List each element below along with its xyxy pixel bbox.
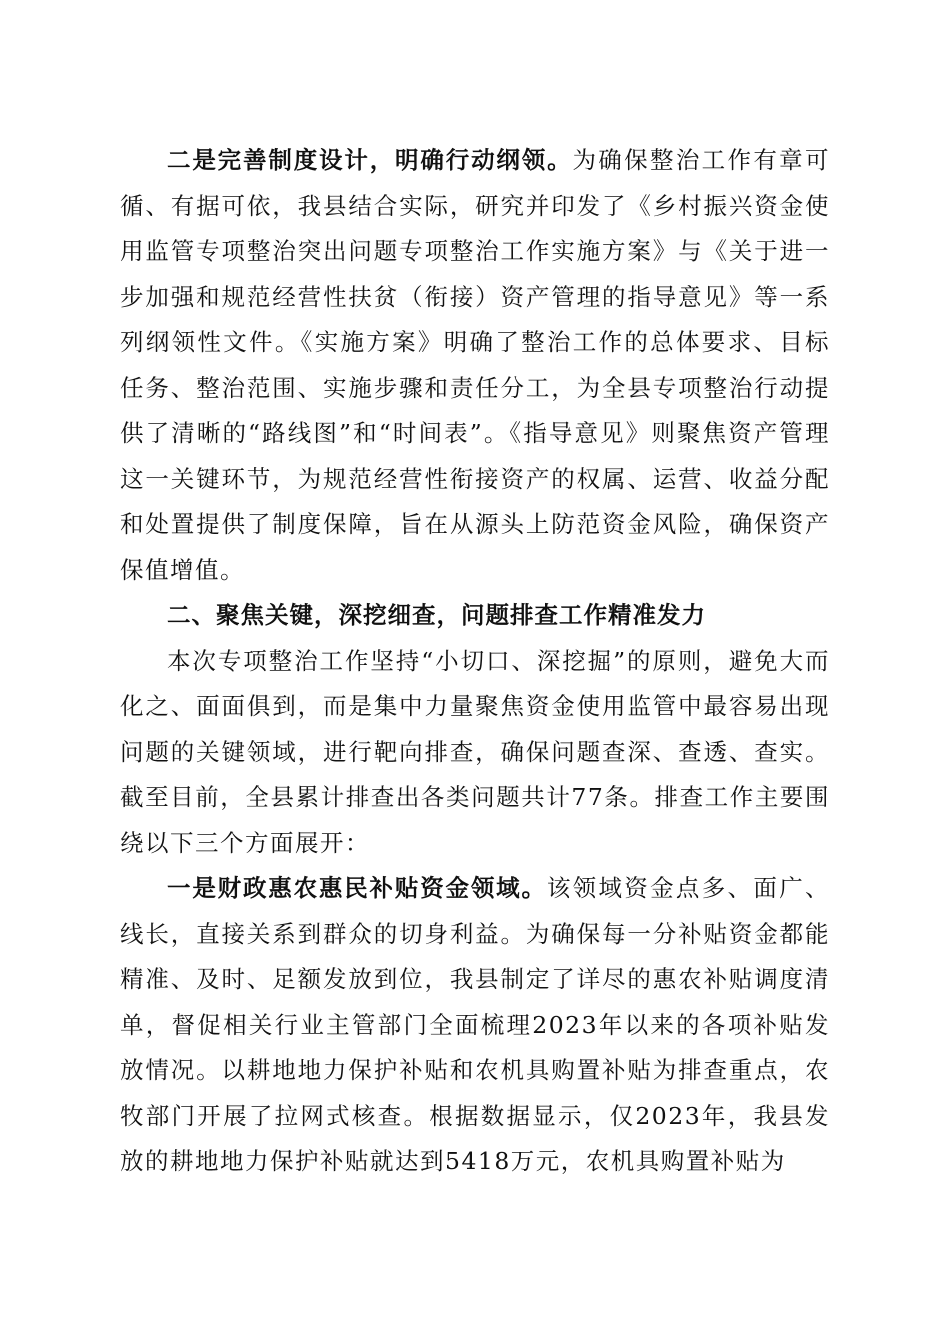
section-heading: 二、聚焦关键，深挖细查，问题排查工作精准发力: [167, 601, 706, 629]
paragraph-investigation-intro: [120, 639, 830, 867]
document-body: [120, 138, 830, 1185]
paragraph-subsidy-funds: [120, 866, 830, 1185]
paragraph-text: 该领域资金点多、面广、线长，直接关系到群众的切身利益。为确保每一分补贴资金都能精准、及时、足额发放到位，我县制定了详尽的惠农补贴调度清单，督促相关行业主管部门全面梳理2023年以来的各项补贴发放情况。以耕地地力保护补贴和农机具购置补贴为排查重点，农牧部门开展了拉网式核查。根据数据显示，仅2023年，我县发放的耕地地力保护补贴就达到5418万元，农机具购置补贴为: [120, 874, 831, 1175]
paragraph-text: 为确保整治工作有章可循、有据可依，我县结合实际，研究并印发了《乡村振兴资金使用监管专项整治突出问题专项整治工作实施方案》与《关于进一步加强和规范经营性扶贫（衔接）资产管理的指导意见》等一系列纲领性文件。《实施方案》明确了整治工作的总体要求、目标任务、整治范围、实施步骤和责任分工，为全县专项整治行动提供了清晰的“路线图”和“时间表”。《指导意见》则聚焦资产管理这一关键环节，为规范经营性衔接资产的权属、运营、收益分配和处置提供了制度保障，旨在从源头上防范资金风险，确保资产保值增值。: [120, 146, 831, 584]
paragraph-lead: 二是完善制度设计，明确行动纲领。: [167, 146, 573, 174]
paragraph-text: 本次专项整治工作坚持“小切口、深挖掘”的原则，避免大而化之、面面俱到，而是集中力量聚焦资金使用监管中最容易出现问题的关键领域，进行靶向排查，确保问题查深、查透、查实。截至目前，全县累计排查出各类问题共计77条。排查工作主要围绕以下三个方面展开：: [120, 646, 830, 857]
paragraph-system-design: [120, 138, 830, 593]
paragraph-lead: 一是财政惠农惠民补贴资金领域。: [167, 874, 547, 902]
